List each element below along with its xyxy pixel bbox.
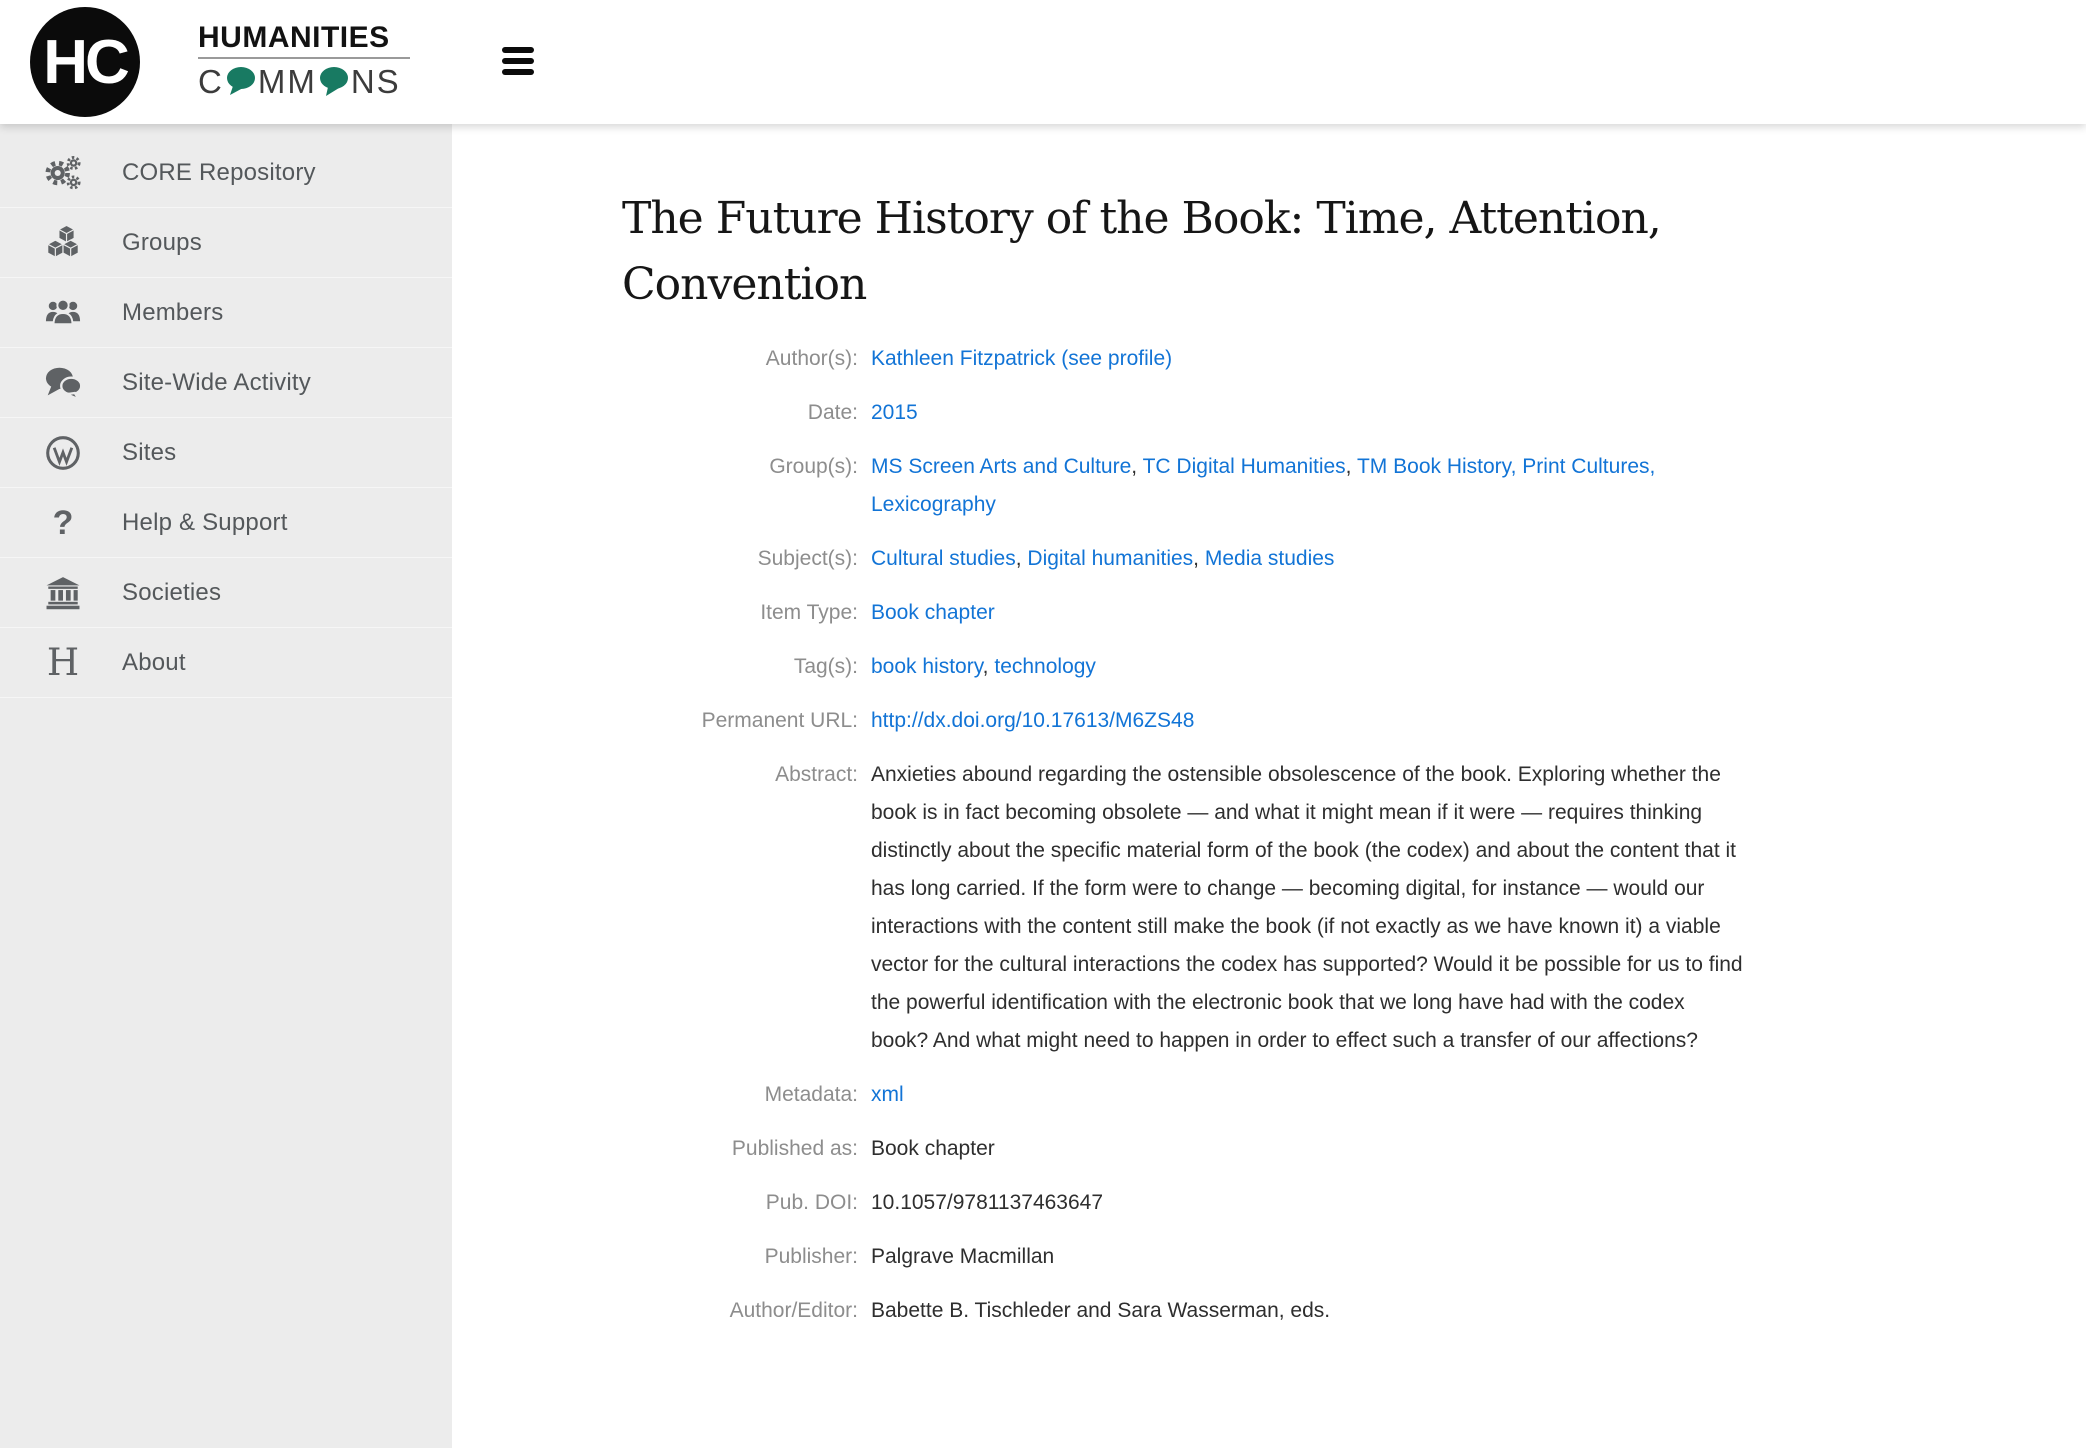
- abstract-text: Anxieties abound regarding the ostensible obsolescence of the book. Exploring whether the book is in fact becoming obsolete — and what it might mean if it were — requires thinking distinctly about the specific material form of the book (the codex) and about the content that it has long carried. If the form were to change — becoming digital, for instance — would our interactions with the content still make the book (if not exactly as we have known it) a viable vector for the cultural interactions the codex has supported? Would it be possible for us to find the powerful identification with the electronic book that we long have had with the codex book? And what might need to happen in order to effect such a transfer of our affections?: [871, 763, 1743, 1052]
- field-label: Group(s):: [769, 455, 858, 478]
- brand-letters: MM: [257, 62, 317, 100]
- group-link[interactable]: MS Screen Arts and Culture: [871, 455, 1132, 478]
- wordpress-icon: [40, 433, 86, 473]
- metadata-xml-link[interactable]: xml: [871, 1083, 904, 1106]
- users-icon: [40, 293, 86, 333]
- sidebar-item-label: About: [122, 648, 186, 676]
- metadata-list: [622, 340, 1752, 1330]
- sidebar-item-help-support[interactable]: [0, 488, 452, 558]
- separator: ,: [1345, 455, 1352, 478]
- tag-link[interactable]: book history: [871, 655, 983, 678]
- field-label: Metadata:: [764, 1083, 858, 1106]
- letter-h-icon: H: [46, 641, 80, 684]
- menu-hamburger-icon[interactable]: [502, 45, 536, 77]
- item-type-row: [622, 594, 1752, 632]
- published-as-value: Book chapter: [871, 1137, 995, 1160]
- sidebar-item-site-wide-activity[interactable]: [0, 348, 452, 418]
- subject-link[interactable]: Media studies: [1204, 547, 1335, 570]
- author-editor-value: Babette B. Tischleder and Sara Wasserman, eds.: [871, 1299, 1331, 1322]
- sidebar: [0, 124, 452, 1448]
- sidebar-item-members[interactable]: [0, 278, 452, 348]
- sidebar-item-label: Site-Wide Activity: [122, 368, 311, 396]
- item-detail-page: [452, 124, 2086, 1448]
- field-label: Pub. DOI:: [765, 1191, 858, 1214]
- title-line-1: The Future History of the Book: Time, Attention,: [622, 193, 1661, 244]
- tags-row: [622, 648, 1752, 686]
- field-label: Published as:: [731, 1137, 858, 1160]
- speech-bubbles-icon: [40, 363, 86, 403]
- permanent-url-link[interactable]: http://dx.doi.org/10.17613/M6ZS48: [871, 709, 1195, 732]
- date-link[interactable]: 2015: [871, 401, 918, 424]
- brand-logo[interactable]: [198, 21, 410, 101]
- sidebar-item-label: Societies: [122, 578, 222, 606]
- title-line-2: Convention: [622, 259, 867, 310]
- field-label: Subject(s):: [757, 547, 858, 570]
- gears-icon: [40, 153, 86, 193]
- field-label: Author(s):: [765, 347, 858, 370]
- author-link[interactable]: Kathleen Fitzpatrick (see profile): [871, 347, 1173, 370]
- brand-letters: NS: [350, 62, 401, 100]
- publisher-value: Palgrave Macmillan: [871, 1245, 1055, 1268]
- field-label: Tag(s):: [793, 655, 858, 678]
- sidebar-item-label: Members: [122, 298, 224, 326]
- brand-humanities-text: HUMANITIES: [198, 21, 390, 54]
- separator: ,: [982, 655, 989, 678]
- brand-commons-text: [198, 62, 410, 101]
- field-label: Publisher:: [764, 1245, 858, 1268]
- separator: ,: [1015, 547, 1022, 570]
- sidebar-item-label: Sites: [122, 438, 177, 466]
- pub-doi-row: [622, 1184, 1752, 1222]
- separator: ,: [1131, 455, 1138, 478]
- sidebar-item-label: Help & Support: [122, 508, 288, 536]
- cubes-icon: [40, 223, 86, 263]
- speech-bubble-o-icon: [318, 65, 350, 104]
- metadata-row: [622, 1076, 1752, 1114]
- field-label: Abstract:: [775, 763, 858, 786]
- group-link[interactable]: TM Book History, Print Cultures, Lexicography: [871, 455, 1656, 516]
- abstract-row: [622, 756, 1752, 1060]
- subjects-row: [622, 540, 1752, 578]
- page-title: [622, 186, 2086, 318]
- date-row: [622, 394, 1752, 432]
- sidebar-item-core-repository[interactable]: [0, 138, 452, 208]
- subject-link[interactable]: Digital humanities: [1027, 547, 1194, 570]
- sidebar-item-label: Groups: [122, 228, 202, 256]
- author-row: [622, 340, 1752, 378]
- publisher-row: [622, 1238, 1752, 1276]
- field-label: Item Type:: [760, 601, 858, 624]
- item-type-link[interactable]: Book chapter: [871, 601, 995, 624]
- separator: ,: [1193, 547, 1200, 570]
- subject-link[interactable]: Cultural studies: [871, 547, 1016, 570]
- tag-link[interactable]: technology: [994, 655, 1096, 678]
- groups-row: [622, 448, 1752, 524]
- sidebar-item-label: CORE Repository: [122, 158, 316, 186]
- brand-letter: C: [198, 62, 224, 100]
- speech-bubble-o-icon: [225, 65, 257, 104]
- field-label: Author/Editor:: [729, 1299, 858, 1322]
- published-as-row: [622, 1130, 1752, 1168]
- field-label: Date:: [807, 401, 858, 424]
- author-editor-row: [622, 1292, 1752, 1330]
- bank-icon: [40, 573, 86, 613]
- field-label: Permanent URL:: [701, 709, 858, 732]
- pub-doi-value: 10.1057/9781137463647: [871, 1191, 1104, 1214]
- permanent-url-row: [622, 702, 1752, 740]
- top-header: [0, 0, 2086, 124]
- sidebar-item-sites[interactable]: [0, 418, 452, 488]
- group-link[interactable]: TC Digital Humanities: [1142, 455, 1346, 478]
- hc-logo[interactable]: HC: [30, 7, 140, 117]
- question-icon: ?: [52, 503, 74, 542]
- brand-divider: [198, 57, 410, 59]
- sidebar-item-societies[interactable]: [0, 558, 452, 628]
- sidebar-item-groups[interactable]: [0, 208, 452, 278]
- sidebar-item-about[interactable]: [0, 628, 452, 698]
